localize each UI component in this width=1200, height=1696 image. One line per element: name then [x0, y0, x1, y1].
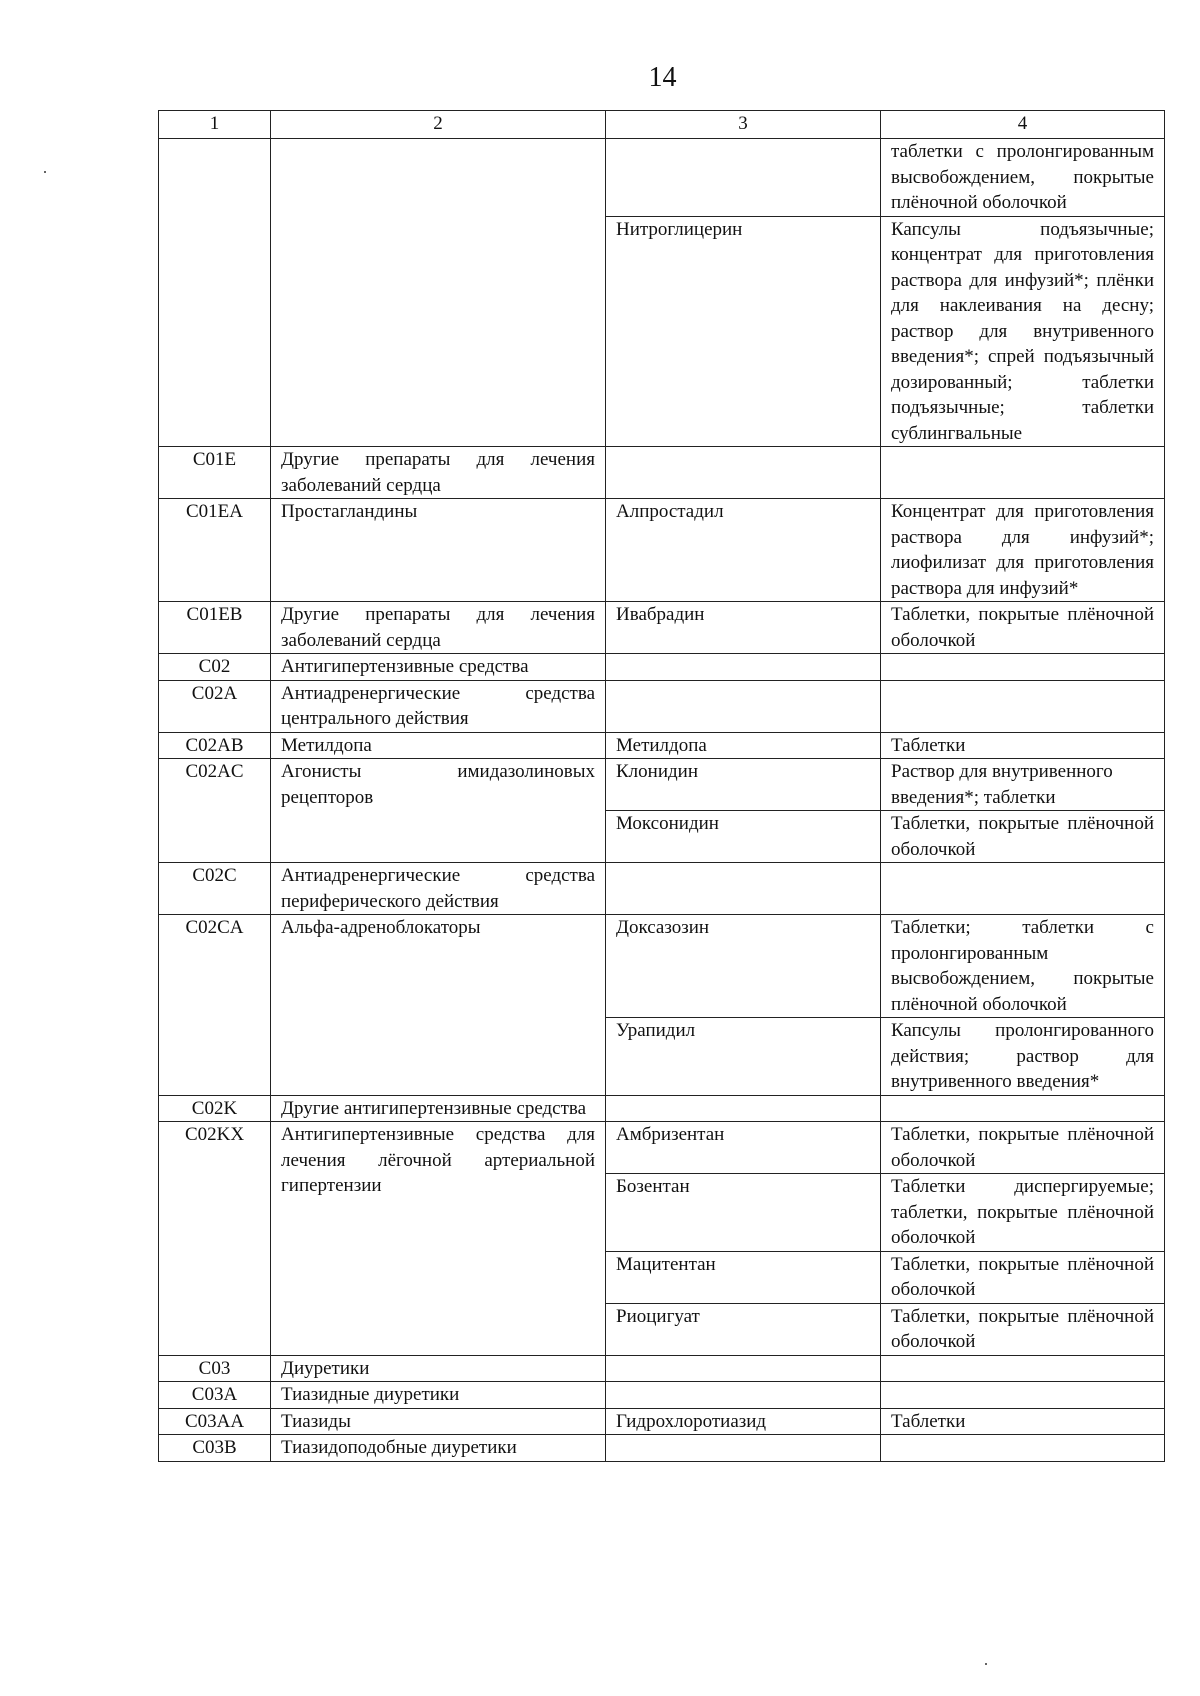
table-row [159, 1122, 1165, 1174]
group-name-cell: Альфа-адреноблокаторы [271, 915, 606, 1096]
atc-code-cell: C03 [159, 1355, 271, 1382]
dosage-form-cell [881, 1435, 1165, 1462]
drug-name-cell [606, 654, 881, 681]
drug-name-cell [606, 1382, 881, 1409]
dosage-form-cell [881, 654, 1165, 681]
table-row [159, 1382, 1165, 1409]
atc-code-cell: C02C [159, 863, 271, 915]
atc-code-cell: C01EB [159, 602, 271, 654]
atc-code-cell: C03AA [159, 1408, 271, 1435]
table-row [159, 499, 1165, 602]
atc-code-cell: C03A [159, 1382, 271, 1409]
column-header: 3 [606, 111, 881, 139]
dosage-form-cell [881, 1382, 1165, 1409]
drug-name-cell: Доксазозин [606, 915, 881, 1018]
atc-code-cell: C01E [159, 447, 271, 499]
table-row [159, 1435, 1165, 1462]
dosage-form-cell: Капсулы подъязычные; концентрат для приготовления раствора для инфузий*; плёнки для наклеивания на десну; раствор для внутривенного введения*; спрей подъязычный дозированный; таблетки подъязычные; таблетки сублингвальные [881, 216, 1165, 447]
dosage-form-cell: Концентрат для приготовления раствора для инфузий*; лиофилизат для приготовления раствора для инфузий* [881, 499, 1165, 602]
group-name-cell: Тиазидоподобные диуретики [271, 1435, 606, 1462]
atc-code-cell: C02AC [159, 759, 271, 863]
drug-name-cell: Ивабрадин [606, 602, 881, 654]
column-header: 1 [159, 111, 271, 139]
group-name-cell: Тиазидные диуретики [271, 1382, 606, 1409]
drug-name-cell [606, 680, 881, 732]
drug-name-cell [606, 447, 881, 499]
dosage-form-cell: Таблетки, покрытые плёночной оболочкой [881, 602, 1165, 654]
atc-code-cell: C02KX [159, 1122, 271, 1356]
group-name-cell [271, 139, 606, 447]
group-name-cell: Метилдопа [271, 732, 606, 759]
page-number: 14 [648, 62, 677, 93]
group-name-cell: Другие антигипертензивные средства [271, 1095, 606, 1122]
atc-code-cell: C02 [159, 654, 271, 681]
drug-name-cell: Метилдопа [606, 732, 881, 759]
scan-speck [985, 1663, 987, 1665]
drug-name-cell: Мацитентан [606, 1251, 881, 1303]
table-row [159, 759, 1165, 811]
group-name-cell: Другие препараты для лечения заболеваний сердца [271, 447, 606, 499]
table-row [159, 1408, 1165, 1435]
group-name-cell: Простагландины [271, 499, 606, 602]
dosage-form-cell [881, 680, 1165, 732]
dosage-form-cell: Таблетки [881, 732, 1165, 759]
group-name-cell: Антиадренергические средства периферического действия [271, 863, 606, 915]
table-row [159, 1095, 1165, 1122]
dosage-form-cell: Таблетки диспергируемые; таблетки, покрытые плёночной оболочкой [881, 1174, 1165, 1252]
drug-name-cell [606, 139, 881, 217]
dosage-form-cell: Таблетки, покрытые плёночной оболочкой [881, 1251, 1165, 1303]
dosage-form-cell [881, 1095, 1165, 1122]
group-name-cell: Другие препараты для лечения заболеваний сердца [271, 602, 606, 654]
table-row [159, 1355, 1165, 1382]
dosage-form-cell: Таблетки, покрытые плёночной оболочкой [881, 1122, 1165, 1174]
dosage-form-cell [881, 863, 1165, 915]
group-name-cell: Тиазиды [271, 1408, 606, 1435]
table-row [159, 139, 1165, 217]
dosage-form-cell [881, 447, 1165, 499]
group-name-cell: Антиадренергические средства центрального действия [271, 680, 606, 732]
drug-name-cell: Алпростадил [606, 499, 881, 602]
scan-speck [44, 171, 46, 173]
atc-code-cell: C02CA [159, 915, 271, 1096]
table-row [159, 863, 1165, 915]
drug-name-cell: Риоцигуат [606, 1303, 881, 1355]
atc-code-cell: C02AB [159, 732, 271, 759]
drug-name-cell [606, 1435, 881, 1462]
dosage-form-cell: Таблетки, покрытые плёночной оболочкой [881, 1303, 1165, 1355]
table-header-row [159, 111, 1165, 139]
drug-name-cell: Амбризентан [606, 1122, 881, 1174]
group-name-cell: Антигипертензивные средства для лечения лёгочной артериальной гипертензии [271, 1122, 606, 1356]
column-header: 2 [271, 111, 606, 139]
drug-name-cell [606, 1095, 881, 1122]
atc-code-cell: C01EA [159, 499, 271, 602]
group-name-cell: Диуретики [271, 1355, 606, 1382]
dosage-form-cell: Раствор для внутривенного введения*; таблетки [881, 759, 1165, 811]
column-header: 4 [881, 111, 1165, 139]
drug-name-cell [606, 863, 881, 915]
table-row [159, 602, 1165, 654]
atc-code-cell [159, 139, 271, 447]
drug-name-cell: Клонидин [606, 759, 881, 811]
table-row [159, 915, 1165, 1018]
atc-code-cell: C02K [159, 1095, 271, 1122]
drug-name-cell: Бозентан [606, 1174, 881, 1252]
drug-name-cell [606, 1355, 881, 1382]
drug-name-cell: Моксонидин [606, 811, 881, 863]
drug-classification-table [158, 110, 1165, 1462]
drug-name-cell: Урапидил [606, 1018, 881, 1096]
atc-code-cell: C03B [159, 1435, 271, 1462]
table-row [159, 680, 1165, 732]
drug-name-cell: Нитроглицерин [606, 216, 881, 447]
dosage-form-cell: Таблетки, покрытые плёночной оболочкой [881, 811, 1165, 863]
dosage-form-cell [881, 1355, 1165, 1382]
table-row [159, 732, 1165, 759]
table-row [159, 654, 1165, 681]
table-row [159, 447, 1165, 499]
group-name-cell: Антигипертензивные средства [271, 654, 606, 681]
group-name-cell: Агонисты имидазолиновых рецепторов [271, 759, 606, 863]
dosage-form-cell: Таблетки [881, 1408, 1165, 1435]
drug-name-cell: Гидрохлоротиазид [606, 1408, 881, 1435]
dosage-form-cell: Таблетки; таблетки с пролонгированным высвобождением, покрытые плёночной оболочкой [881, 915, 1165, 1018]
dosage-form-cell: таблетки с пролонгированным высвобождением, покрытые плёночной оболочкой [881, 139, 1165, 217]
dosage-form-cell: Капсулы пролонгированного действия; раствор для внутривенного введения* [881, 1018, 1165, 1096]
atc-code-cell: C02A [159, 680, 271, 732]
